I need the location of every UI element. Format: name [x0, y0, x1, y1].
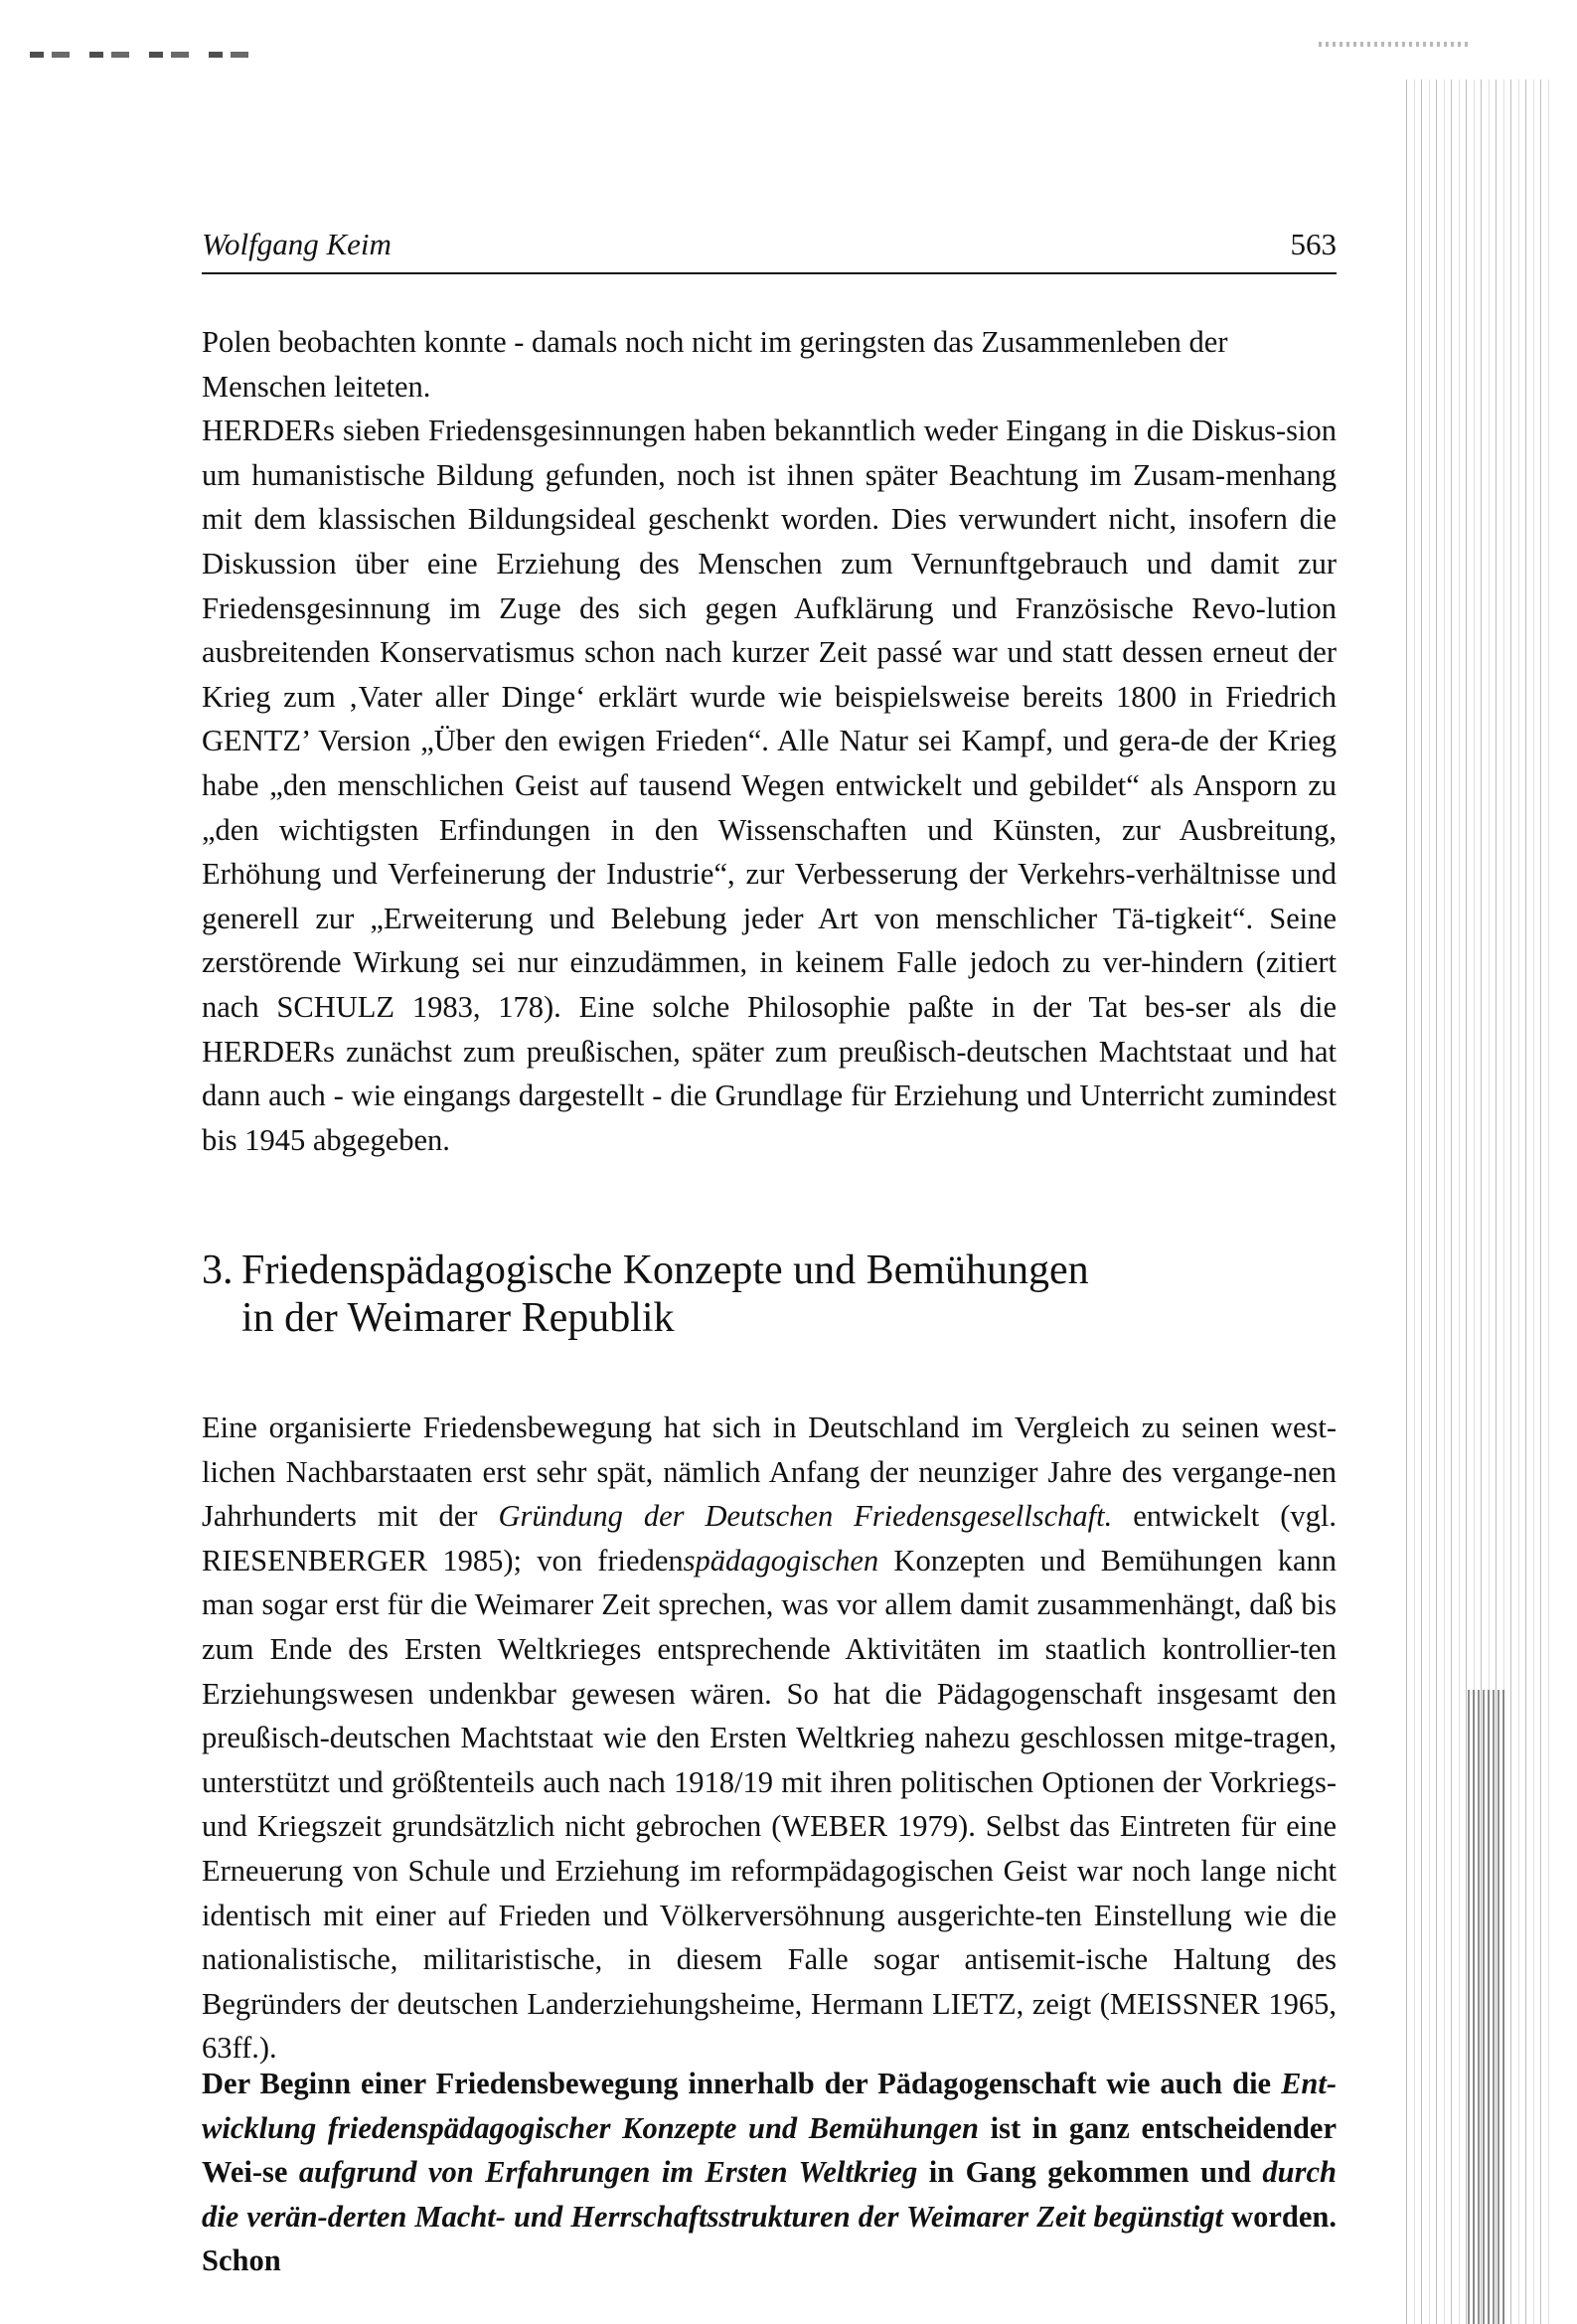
section-number: 3.: [202, 1247, 234, 1293]
paragraph-3-part2: ist in ganz entscheidender Wei-se: [202, 2110, 1337, 2190]
body-paragraph-2: [202, 1406, 1337, 2071]
section-title-line1: Friedenspädagogische Konzepte und Bemühungen: [241, 1247, 1089, 1293]
paragraph-3-part3: in Gang gekommen und: [917, 2155, 1263, 2190]
top-paragraph-line2: Menschen leiteten.: [202, 369, 431, 404]
section-heading: [202, 1246, 1337, 1342]
paragraph-3-part1: Der Beginn einer Friedensbewegung innerhalb der Pädagogenschaft wie auch die: [202, 2067, 1282, 2100]
paragraph-2-part1: Eine organisierte Friedensbewegung hat sich in Deutschland im Vergleich zu seinen west-lichen Nachbarstaaten erst sehr spät, nämlich Anfang der neunziger Jahre des vergange-nen Jahrhunderts mit der: [202, 1411, 1337, 1534]
running-header-author: Wolfgang Keim: [202, 227, 392, 261]
paragraph-3-italic3: durch die verän-derten Macht- und Herrschaftsstrukturen der Weimarer Zeit begünstigt: [202, 2155, 1338, 2234]
paragraph-3-part4: worden. Schon: [202, 2199, 1337, 2278]
scan-artifact-top-right: [1319, 42, 1468, 47]
scan-artifact-top-left: [30, 52, 268, 58]
paragraph-3-italic1: Ent-wicklung friedenspädagogischer Konzepte und Bemühungen: [202, 2067, 1337, 2145]
paragraph-2-italic2: spädagogischen: [683, 1543, 879, 1577]
running-header: [202, 225, 1337, 274]
body-paragraph-3: [202, 2062, 1337, 2283]
paragraph-3-text: [202, 2062, 1337, 2283]
top-paragraph: [202, 320, 1337, 1162]
herder-paragraph: HERDERs sieben Friedensgesinnungen haben bekanntlich weder Eingang in die Diskus-sion um humanistische Bildung gefunden, noch ist ihnen später Beachtung im Zusam-menhang mit dem klassischen Bildungsideal geschenkt worden. Dies verwundert nicht, insofern die Diskussion über eine Erziehung des Menschen zum Vernunftgebrauch und damit zur Friedensgesinnung im Zuge des sich gegen Aufklärung und Französische Revo-lution ausbreitenden Konservatismus schon nach kurzer Zeit passé war und statt dessen erneut der Krieg zum ‚Vater aller Dinge‘ erklärt wurde wie beispielsweise bereits 1800 in Friedrich GENTZ’ Version „Über den ewigen Frieden“. Alle Natur sei Kampf, und gera-de der Krieg habe „den menschlichen Geist auf tausend Wegen entwickelt und gebildet“ als Ansporn zu „den wichtigsten Erfindungen in den Wissenschaften und Künsten, zur Ausbreitung, Erhöhung und Verfeinerung der Industrie“, zur Verbesserung der Verkehrs-verhältnisse und generell zur „Erweiterung und Belebung jeder Art von menschlicher Tä-tigkeit“. Seine zerstörende Wirkung sei nur einzudämmen, in keinem Falle jedoch zu ver-hindern (zitiert nach SCHULZ 1983, 178). Eine solche Philosophie paßte in der Tat bes-ser als die HERDERs zunächst zum preußischen, später zum preußisch-deutschen Machtstaat und hat dann auch - wie eingangs dargestellt - die Grundlage für Erziehung und Unterricht zumindest bis 1945 abgegeben.: [202, 414, 1337, 1157]
paragraph-2-part2: entwickelt (vgl. RIESENBERGER 1985); von frieden: [202, 1499, 1338, 1577]
paragraph-2-part3: Konzepten und Bemühungen kann man sogar erst für die Weimarer Zeit sprechen, was vor allem damit zusammenhängt, daß bis zum Ende des Ersten Weltkrieges entsprechende Aktivitäten im staatlich kontrollier-ten Erziehungswesen undenkbar gewesen wären. So hat die Pädagogenschaft insgesamt den preußisch-deutschen Machtstaat wie den Ersten Weltkrieg nahezu geschlossen mitge-tragen, unterstützt und größtenteils auch nach 1918/19 mit ihren politischen Optionen der Vorkriegs- und Kriegszeit grundsätzlich nicht gebrochen (WEBER 1979). Selbst das Eintreten für eine Erneuerung von Schule und Erziehung im reformpädagogischen Geist war noch lange nicht identisch mit einer auf Frieden und Völkerversöhnung ausgerichte-ten Einstellung wie die nationalistische, militaristische, in diesem Falle sogar antisemit-ische Haltung des Begründers der deutschen Landerziehungsheime, Hermann LIETZ, zeigt (MEISSNER 1965, 63ff.).: [202, 1543, 1338, 2066]
paragraph-2-italic1: Gründung der Deutschen Friedensgesellschaft.: [498, 1499, 1113, 1534]
top-paragraph-line1: Polen beobachten konnte - damals noch nicht im geringsten das Zusammenleben der: [202, 325, 1228, 359]
scan-artifact-binding-shadow: [1468, 1690, 1507, 2324]
paragraph-3-italic2: aufgrund von Erfahrungen im Ersten Weltkrieg: [298, 2155, 918, 2190]
page-number: 563: [1290, 227, 1337, 261]
section-title-line2: in der Weimarer Republik: [241, 1295, 675, 1341]
paragraph-2-text: [202, 1406, 1337, 2071]
